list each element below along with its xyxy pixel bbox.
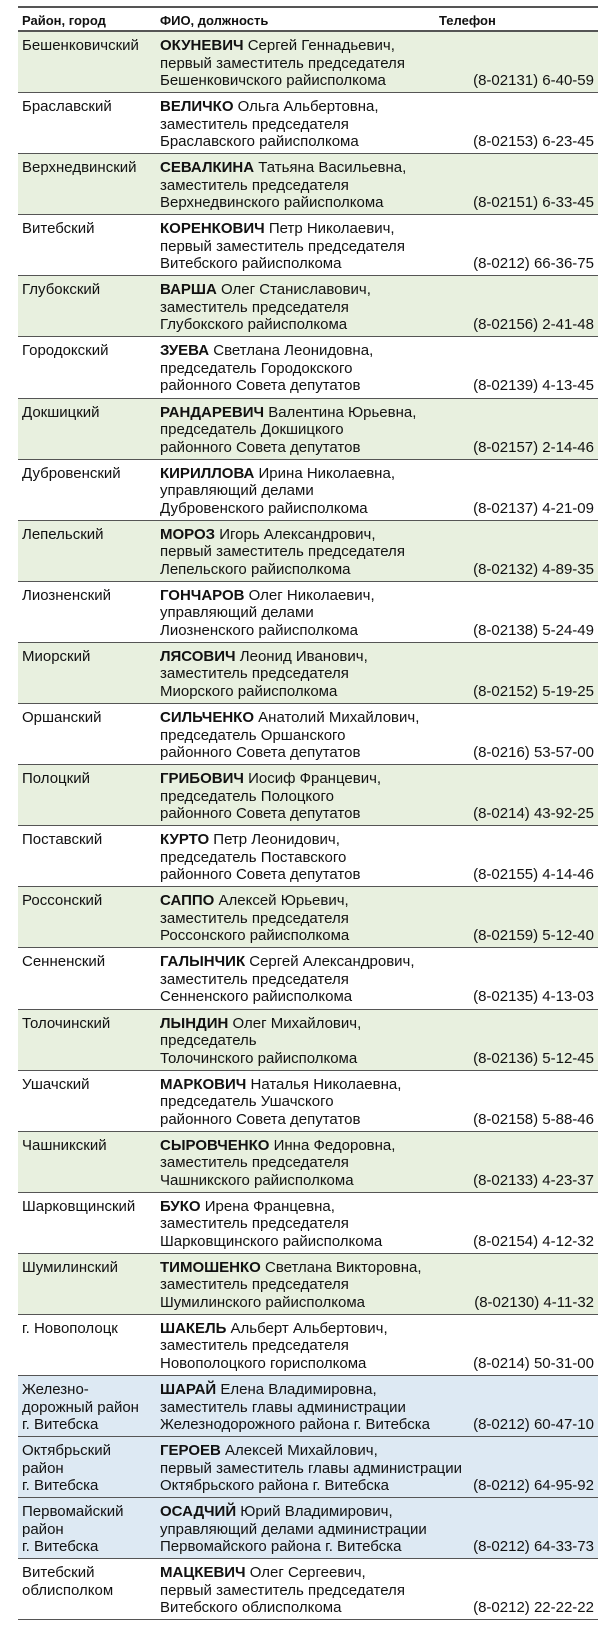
person-surname: ШАРАЙ [160,1381,217,1399]
person-surname: СЫРОВЧЕНКО [160,1136,270,1154]
district-line: облисполком [22,1581,114,1599]
district-cell [22,281,154,299]
person-cell [160,892,500,945]
person-position-line: заместитель председателя [160,115,349,133]
person-given-name: Валентина Юрьевна [264,403,413,421]
person-position-line: районного Совета депутатов [160,377,361,395]
person-name: ВАРША Олег Станиславович, [160,281,371,299]
district-cell [22,831,154,849]
person-name: БУКО Ирена Францевна, [160,1197,335,1215]
person-given-name: Олег Станиславович [216,281,367,299]
district-line: г. Новополоцк [22,1319,118,1337]
person-position-line: Лиозненского райисполкома [160,621,358,639]
person-position-line: Железнодорожного района г. Витебска [160,1416,430,1434]
table-row [18,1071,598,1132]
person-cell [160,342,500,395]
person-name: ТИМОШЕНКО Светлана Викторовна, [160,1258,422,1276]
person-cell [160,1503,500,1556]
district-line: Поставский [22,831,103,849]
table-row [18,276,598,337]
phone-number: (8-02132) 4-89-35 [473,560,594,578]
person-cell [160,220,500,273]
table-row [18,704,598,765]
person-name: САППО Алексей Юрьевич, [160,892,349,910]
phone-number: (8-02152) 5-19-25 [473,682,594,700]
table-row [18,1559,598,1620]
district-line: Браславский [22,98,112,116]
person-given-name: Петр Николаевич [264,220,391,238]
table-row [18,1498,598,1559]
person-name: ВЕЛИЧКО Ольга Альбертовна, [160,98,379,116]
person-position-line: Толочинского райисполкома [160,1049,358,1067]
person-cell [160,1137,500,1190]
district-cell [22,37,154,55]
person-position-line: Дубровенского райисполкома [160,499,368,517]
district-line: Первомайский [22,1503,124,1521]
table-row [18,32,598,93]
person-name: ШАКЕЛЬ Альберт Альбертович, [160,1319,388,1337]
person-position-line: первый заместитель председателя [160,54,405,72]
district-cell [22,465,154,483]
person-name: ГЕРОЕВ Алексей Михайлович, [160,1442,378,1460]
person-cell [160,98,500,151]
contacts-table [18,6,598,1620]
person-given-name: Светлана Викторовна [260,1258,418,1276]
district-line: Витебский [22,220,95,238]
person-cell [160,1381,500,1434]
person-position-line: Глубокского райисполкома [160,316,348,334]
person-cell [160,587,500,640]
person-position-line: председатель Докшицкого [160,421,344,439]
person-position-line: Россонского райисполкома [160,927,350,945]
table-row [18,1376,598,1437]
person-surname: РАНДАРЕВИЧ [160,403,265,421]
person-given-name: Сергей Геннадьевич [243,37,391,54]
phone-number: (8-02155) 4-14-46 [473,866,594,884]
person-surname: ЗУЕВА [160,342,210,360]
district-cell [22,1320,154,1338]
district-line: Толочинский [22,1014,111,1032]
person-position-line: заместитель председателя [160,1154,349,1172]
district-line: Оршанский [22,709,102,727]
person-given-name: Петр Леонидович [209,831,336,849]
person-position-line: заместитель председателя [160,665,349,683]
table-row [18,887,598,948]
table-row [18,643,598,704]
person-surname: СЕВАЛКИНА [160,159,255,177]
district-cell [22,220,154,238]
person-position-line: Октябрьского района г. Витебска [160,1477,389,1495]
person-position-line: заместитель председателя [160,970,349,988]
person-position-line: Браславского райисполкома [160,133,359,151]
person-surname: МОРОЗ [160,525,216,543]
table-row [18,1132,598,1193]
district-cell [22,770,154,788]
phone-number: (8-02159) 5-12-40 [473,927,594,945]
person-given-name: Иосиф Францевич [243,770,377,788]
person-given-name: Олег Михайлович [228,1014,358,1032]
person-given-name: Ольга Альбертовна [233,98,375,116]
person-surname: СИЛЬЧЕНКО [160,709,254,727]
person-surname: ОСАДЧИЙ [160,1503,237,1521]
person-name: МАЦКЕВИЧ Олег Сергеевич, [160,1564,366,1582]
district-line: Витебский [22,1564,95,1582]
person-position-line: заместитель председателя [160,1276,349,1294]
district-line: Ушачский [22,1075,90,1093]
person-surname: ГАЛЫНЧИК [160,953,246,971]
person-position-line: председатель Поставского [160,848,347,866]
person-surname: МАРКОВИЧ [160,1075,247,1093]
person-cell [160,1564,500,1617]
person-name: КУРТО Петр Леонидович, [160,831,340,849]
district-cell [22,953,154,971]
person-position-line: Бешенковичского райисполкома [160,72,386,89]
phone-number: (8-02158) 5-88-46 [473,1110,594,1128]
person-surname: БУКО [160,1197,201,1215]
person-surname: ВАРША [160,281,217,299]
phone-number: (8-02138) 5-24-49 [473,621,594,639]
person-position-line: управляющий делами [160,482,314,500]
table-header [18,6,598,32]
person-given-name: Ирена Францевна [200,1197,331,1215]
person-surname: ГОНЧАРОВ [160,586,245,604]
person-cell [160,953,500,1006]
person-position-line: Верхнедвинского райисполкома [160,194,384,212]
person-given-name: Алексей Юрьевич [214,892,345,910]
phone-number: (8-02157) 2-14-46 [473,438,594,456]
person-cell [160,37,500,90]
person-position-line: председатель Ушачского [160,1093,334,1111]
person-given-name: Олег Николаевич [244,586,371,604]
person-given-name: Олег Сергеевич [245,1564,362,1582]
person-position-line: Новополоцкого горисполкома [160,1354,367,1372]
table-row [18,521,598,582]
person-position-line: Сенненского райисполкома [160,988,353,1006]
person-position-line: заместитель председателя [160,909,349,927]
person-position-line: председатель Городокского [160,359,353,377]
person-position-line: Витебского райисполкома [160,255,342,273]
phone-number: (8-02136) 5-12-45 [473,1049,594,1067]
person-cell [160,1259,500,1312]
person-given-name: Наталья Николаевна [246,1075,398,1093]
table-row [18,93,598,154]
person-surname: САППО [160,892,215,910]
person-cell [160,770,500,823]
person-position-line: первый заместитель председателя [160,1581,405,1599]
person-position-line: управляющий делами администрации [160,1520,427,1538]
person-position-line: заместитель председателя [160,176,349,194]
phone-number: (8-02131) 6-40-59 [473,72,594,89]
person-position-line: заместитель председателя [160,298,349,316]
person-surname: ОКУНЕВИЧ [160,37,244,54]
table-row [18,765,598,826]
person-position-line: районного Совета депутатов [160,805,361,823]
person-name: ОСАДЧИЙ Юрий Владимирович, [160,1503,393,1521]
district-line: Полоцкий [22,770,90,788]
phone-number: (8-02137) 4-21-09 [473,499,594,517]
table-row [18,1315,598,1376]
phone-number: (8-0212) 64-33-73 [473,1538,594,1556]
district-cell [22,404,154,422]
district-line: Докшицкий [22,403,100,421]
person-cell [160,1442,500,1495]
person-cell [160,159,500,212]
person-position-line: первый заместитель председателя [160,543,405,561]
person-position-line: председатель [160,1032,257,1049]
person-position-line: Чашникского райисполкома [160,1171,354,1189]
person-position-line: Миорского райисполкома [160,682,338,700]
district-line: Верхнедвинский [22,159,137,177]
phone-number: (8-02139) 4-13-45 [473,377,594,395]
person-name: ГАЛЫНЧИК Сергей Александрович, [160,953,415,971]
district-cell [22,159,154,177]
person-name: СЫРОВЧЕНКО Инна Федоровна, [160,1136,396,1154]
table-row [18,1254,598,1315]
person-name: РАНДАРЕВИЧ Валентина Юрьевна, [160,403,417,421]
person-cell [160,709,500,762]
person-cell [160,1015,500,1068]
person-name: МАРКОВИЧ Наталья Николаевна, [160,1075,402,1093]
phone-number: (8-02130) 4-11-32 [474,1293,594,1311]
person-given-name: Леонид Иванович [235,647,364,665]
district-line: Чашникский [22,1136,107,1154]
person-name: МОРОЗ Игорь Александрович, [160,525,376,543]
person-name: ЛЯСОВИЧ Леонид Иванович, [160,647,368,665]
person-name: КИРИЛЛОВА Ирина Николаевна, [160,464,395,482]
phone-number: (8-0212) 64-95-92 [473,1477,594,1495]
phone-number: (8-02153) 6-23-45 [473,133,594,151]
person-name: СИЛЬЧЕНКО Анатолий Михайлович, [160,709,420,727]
person-cell [160,831,500,884]
person-position-line: районного Совета депутатов [160,438,361,456]
table-row [18,337,598,398]
table-row [18,582,598,643]
person-surname: ЛЫНДИН [160,1014,229,1032]
district-line: г. Витебска [22,1477,99,1495]
table-row [18,1193,598,1254]
person-position-line: Шумилинского райисполкома [160,1293,365,1311]
district-cell [22,587,154,605]
district-cell [22,1137,154,1155]
person-position-line: заместитель председателя [160,1215,349,1233]
district-cell [22,1564,154,1599]
phone-number: (8-02154) 4-12-32 [473,1232,594,1250]
person-position-line: заместитель председателя [160,1337,349,1355]
person-surname: КУРТО [160,831,210,849]
phone-number: (8-0214) 43-92-25 [473,805,594,823]
table-row [18,460,598,521]
table-row [18,399,598,460]
person-cell [160,526,500,579]
person-given-name: Сергей Александрович [245,953,411,971]
person-given-name: Татьяна Васильевна [254,159,403,177]
district-line: Миорский [22,647,91,665]
person-surname: ЛЯСОВИЧ [160,647,236,665]
district-line: Сенненский [22,953,106,971]
phone-number: (8-02135) 4-13-03 [473,988,594,1006]
district-line: Октябрьский [22,1442,111,1460]
phone-number: (8-0212) 22-22-22 [473,1599,594,1617]
district-line: Шарковщинский [22,1197,136,1215]
person-given-name: Алексей Михайлович [220,1442,374,1460]
phone-number: (8-0214) 50-31-00 [473,1354,594,1372]
person-given-name: Анатолий Михайлович [254,709,416,727]
person-surname: ТИМОШЕНКО [160,1258,261,1276]
district-line: Дубровенский [22,464,121,482]
person-given-name: Юрий Владимирович [236,1503,389,1521]
person-position-line: управляющий делами [160,604,314,622]
person-name: ЛЫНДИН Олег Михайлович, [160,1014,362,1032]
person-cell [160,1198,500,1251]
person-position-line: первый заместитель главы администрации [160,1459,463,1477]
person-surname: ГЕРОЕВ [160,1442,221,1460]
district-cell [22,1381,154,1434]
phone-number: (8-0216) 53-57-00 [473,744,594,762]
person-cell [160,281,500,334]
district-cell [22,98,154,116]
person-surname: КОРЕНКОВИЧ [160,220,265,238]
district-line: дорожный район [22,1398,139,1416]
person-cell [160,1076,500,1129]
table-row [18,826,598,887]
header-phone: Телефон [439,13,496,28]
person-surname: ГРИБОВИЧ [160,770,244,788]
person-given-name: Игорь Александрович [215,525,372,543]
district-cell [22,1076,154,1094]
person-position-line: районного Совета депутатов [160,1110,361,1128]
person-position-line: председатель Оршанского [160,726,346,744]
person-surname: МАЦКЕВИЧ [160,1564,246,1582]
district-line: Бешенковичский [22,37,139,54]
district-line: г. Витебска [22,1538,99,1556]
person-position-line: районного Совета депутатов [160,866,361,884]
person-position-line: Первомайского района г. Витебска [160,1538,402,1556]
district-line: Лепельский [22,525,104,543]
table-row [18,154,598,215]
person-name: КОРЕНКОВИЧ Петр Николаевич, [160,220,395,238]
phone-number: (8-0212) 66-36-75 [473,255,594,273]
person-cell [160,1320,500,1373]
table-row [18,1437,598,1498]
person-name: ГРИБОВИЧ Иосиф Францевич, [160,770,382,788]
person-name: СЕВАЛКИНА Татьяна Васильевна, [160,159,407,177]
district-cell [22,1503,154,1556]
district-line: район [22,1459,64,1477]
person-name: ШАРАЙ Елена Владимировна, [160,1381,377,1399]
phone-number: (8-0212) 60-47-10 [473,1416,594,1434]
person-surname: ВЕЛИЧКО [160,98,234,116]
district-cell [22,526,154,544]
person-cell [160,648,500,701]
person-given-name: Елена Владимировна [216,1381,373,1399]
person-name: ОКУНЕВИЧ Сергей Геннадьевич, [160,37,395,54]
person-given-name: Инна Федоровна [269,1136,392,1154]
table-row [18,948,598,1009]
person-position-line: первый заместитель председателя [160,237,405,255]
district-line: район [22,1520,64,1538]
header-district: Район, город [22,13,106,28]
district-line: г. Витебска [22,1416,99,1434]
district-line: Россонский [22,892,103,910]
district-line: Городокский [22,342,109,360]
district-line: Лиозненский [22,586,112,604]
person-position-line: Витебского облисполкома [160,1599,342,1617]
district-cell [22,1015,154,1033]
person-position-line: председатель Полоцкого [160,787,334,805]
person-given-name: Альберт Альбертович [226,1319,384,1337]
header-person: ФИО, должность [160,13,269,28]
person-position-line: Шарковщинского райисполкома [160,1232,383,1250]
person-cell [160,404,500,457]
district-line: Шумилинский [22,1258,119,1276]
person-surname: ШАКЕЛЬ [160,1319,227,1337]
person-position-line: Лепельского райисполкома [160,560,351,578]
table-body [18,32,598,1620]
person-surname: КИРИЛЛОВА [160,464,255,482]
phone-number: (8-02151) 6-33-45 [473,194,594,212]
table-row [18,1010,598,1071]
person-name: ЗУЕВА Светлана Леонидовна, [160,342,374,360]
person-name: ГОНЧАРОВ Олег Николаевич, [160,586,375,604]
district-cell [22,1442,154,1495]
phone-number: (8-02156) 2-41-48 [473,316,594,334]
district-line: Железно- [22,1381,89,1399]
district-cell [22,342,154,360]
person-position-line: заместитель главы администрации [160,1398,406,1416]
district-cell [22,892,154,910]
phone-number: (8-02133) 4-23-37 [473,1171,594,1189]
district-cell [22,1259,154,1277]
person-given-name: Светлана Леонидовна [209,342,370,360]
district-cell [22,1198,154,1216]
district-cell [22,648,154,666]
table-row [18,215,598,276]
district-line: Глубокский [22,281,101,299]
district-cell [22,709,154,727]
person-position-line: районного Совета депутатов [160,744,361,762]
person-cell [160,465,500,518]
person-given-name: Ирина Николаевна [254,464,391,482]
